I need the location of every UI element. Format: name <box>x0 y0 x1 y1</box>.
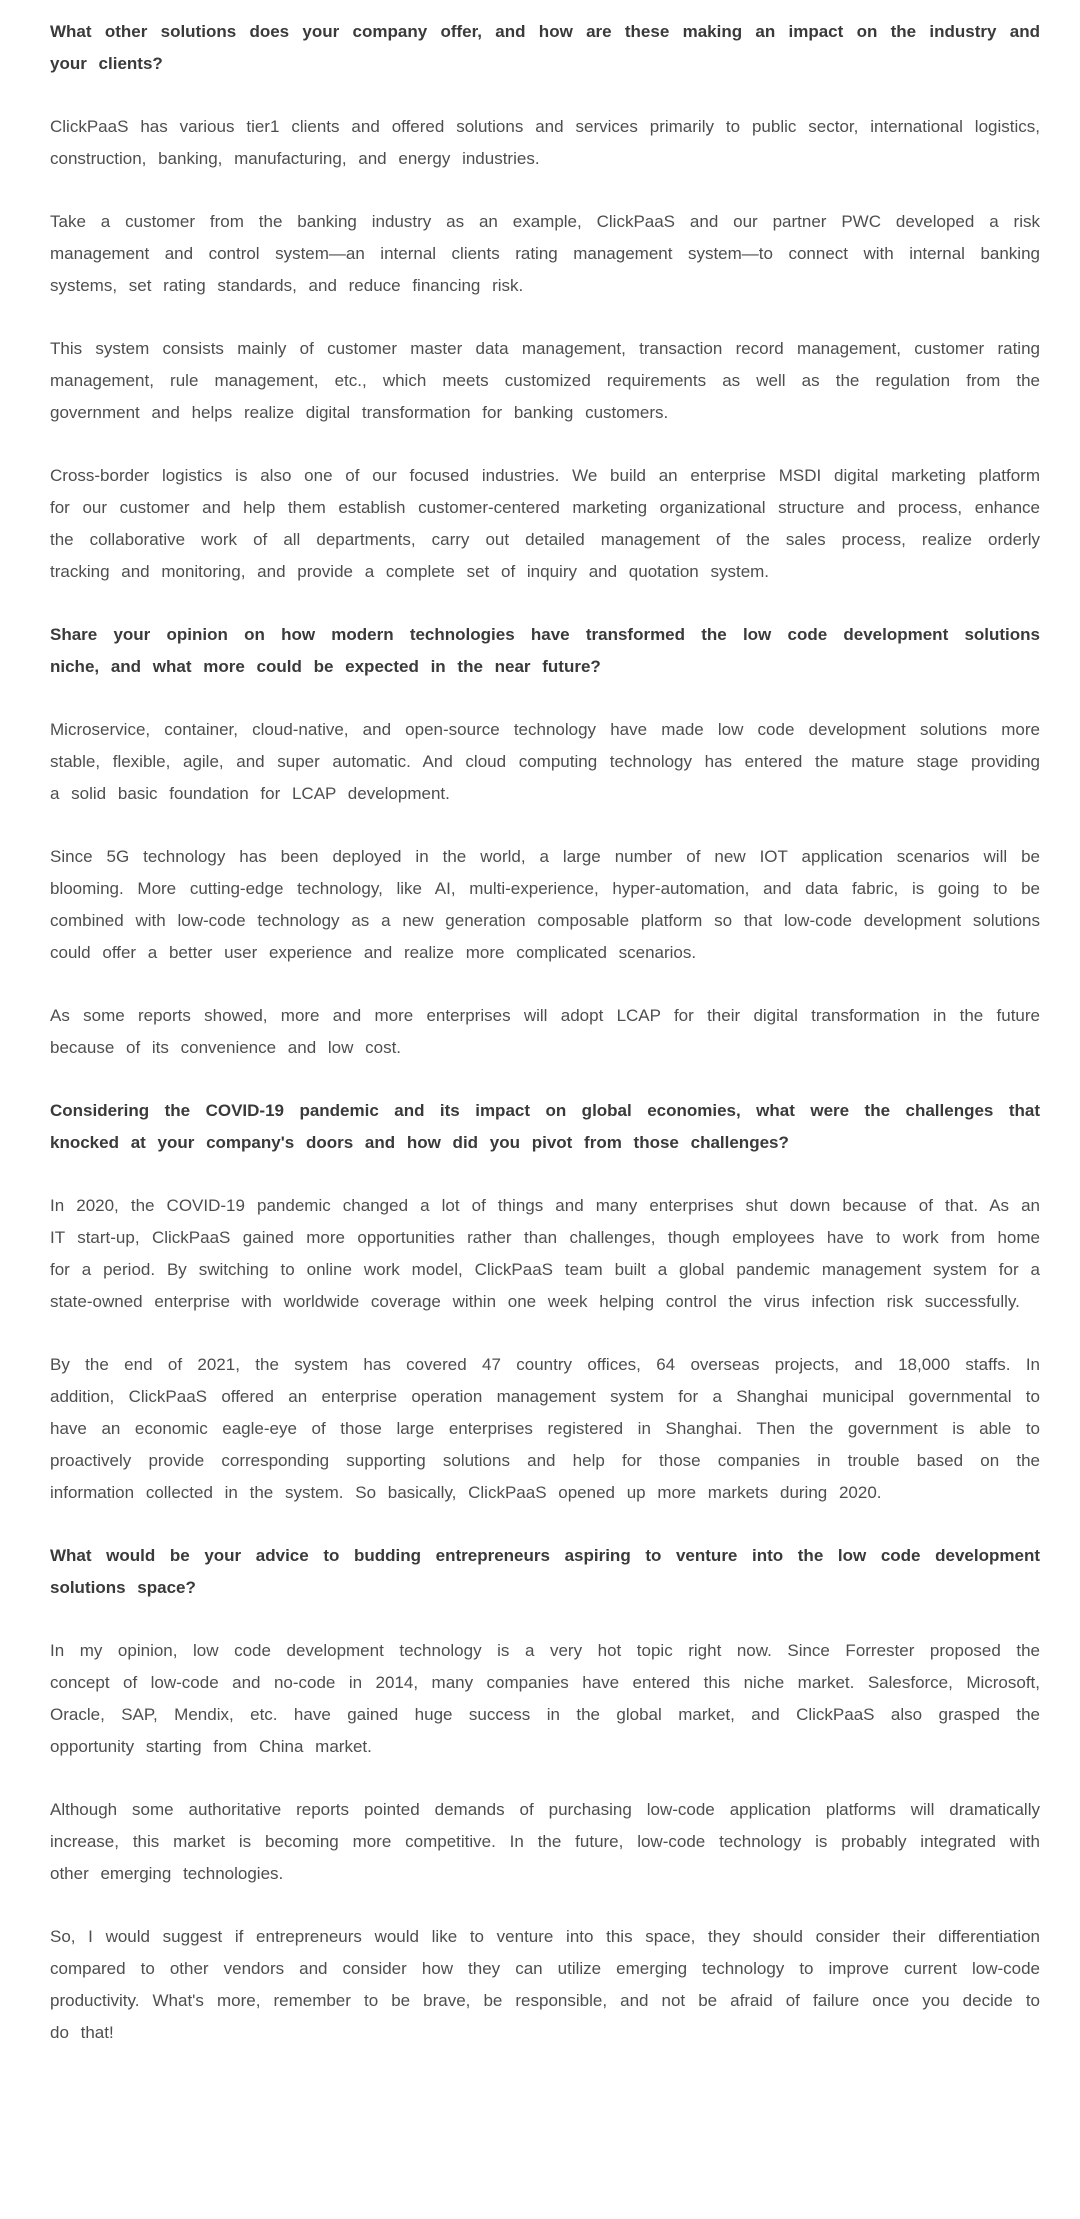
answer-paragraph: Take a customer from the banking industry as an example, ClickPaaS and our partner PWC developed a risk management and control system—an internal clients rating management system—to connect with internal banking systems, set rating standards, and reduce financing risk. <box>50 212 1040 295</box>
answer-paragraph: So, I would suggest if entrepreneurs would like to venture into this space, they should consider their differentiation compared to other vendors and consider how they can utilize emerging technology to improve current low-code productivity. What's more, remember to be brave, be responsible, and not be afraid of failure once you decide to do that! <box>50 1927 1040 2042</box>
interview-question-2: Share your opinion on how modern technologies have transformed the low code development solutions niche, and what more could be expected in the near future? <box>50 625 1040 676</box>
answer-paragraph: This system consists mainly of customer master data management, transaction record management, customer rating management, rule management, etc., which meets customized requirements as well as the regulation from the government and helps realize digital transformation for banking customers. <box>50 339 1040 422</box>
interview-question-4: What would be your advice to budding entrepreneurs aspiring to venture into the low code development solutions space? <box>50 1546 1040 1597</box>
answer-paragraph: In 2020, the COVID-19 pandemic changed a lot of things and many enterprises shut down because of that. As an IT start-up, ClickPaaS gained more opportunities rather than challenges, though employees have to work from home for a period. By switching to online work model, ClickPaaS team built a global pandemic management system for a state-owned enterprise with worldwide coverage within one week helping control the virus infection risk successfully. <box>50 1196 1040 1311</box>
answer-paragraph: By the end of 2021, the system has covered 47 country offices, 64 overseas projects, and 18,000 staffs. In addition, ClickPaaS offered an enterprise operation management system for a Shanghai municipal governmental to have an economic eagle-eye of those large enterprises registered in Shanghai. Then the government is able to proactively provide corresponding supporting solutions and help for those companies in trouble based on the information collected in the system. So basically, ClickPaaS opened up more markets during 2020. <box>50 1355 1040 1502</box>
answer-paragraph: As some reports showed, more and more enterprises will adopt LCAP for their digital transformation in the future because of its convenience and low cost. <box>50 1006 1040 1057</box>
answer-paragraph: Although some authoritative reports pointed demands of purchasing low-code application platforms will dramatically increase, this market is becoming more competitive. In the future, low-code technology is probably integrated with other emerging technologies. <box>50 1800 1040 1883</box>
interview-question-3: Considering the COVID-19 pandemic and its impact on global economies, what were the challenges that knocked at your company's doors and how did you pivot from those challenges? <box>50 1101 1040 1152</box>
answer-paragraph: In my opinion, low code development technology is a very hot topic right now. Since Forrester proposed the concept of low-code and no-code in 2014, many companies have entered this niche market. Salesforce, Microsoft, Oracle, SAP, Mendix, etc. have gained huge success in the global market, and ClickPaaS also grasped the opportunity starting from China market. <box>50 1641 1040 1756</box>
answer-paragraph: Cross-border logistics is also one of our focused industries. We build an enterprise MSDI digital marketing platform for our customer and help them establish customer-centered marketing organizational structure and process, enhance the collaborative work of all departments, carry out detailed management of the sales process, realize orderly tracking and monitoring, and provide a complete set of inquiry and quotation system. <box>50 466 1040 581</box>
answer-paragraph: Microservice, container, cloud-native, and open-source technology have made low code development solutions more stable, flexible, agile, and super automatic. And cloud computing technology has entered the mature stage providing a solid basic foundation for LCAP development. <box>50 720 1040 803</box>
answer-paragraph: ClickPaaS has various tier1 clients and offered solutions and services primarily to public sector, international logistics, construction, banking, manufacturing, and energy industries. <box>50 117 1040 168</box>
answer-paragraph: Since 5G technology has been deployed in the world, a large number of new IOT application scenarios will be blooming. More cutting-edge technology, like AI, multi-experience, hyper-automation, and data fabric, is going to be combined with low-code technology as a new generation composable platform so that low-code development solutions could offer a better user experience and realize more complicated scenarios. <box>50 847 1040 962</box>
interview-question-1: What other solutions does your company offer, and how are these making an impact on the industry and your clients? <box>50 22 1040 73</box>
